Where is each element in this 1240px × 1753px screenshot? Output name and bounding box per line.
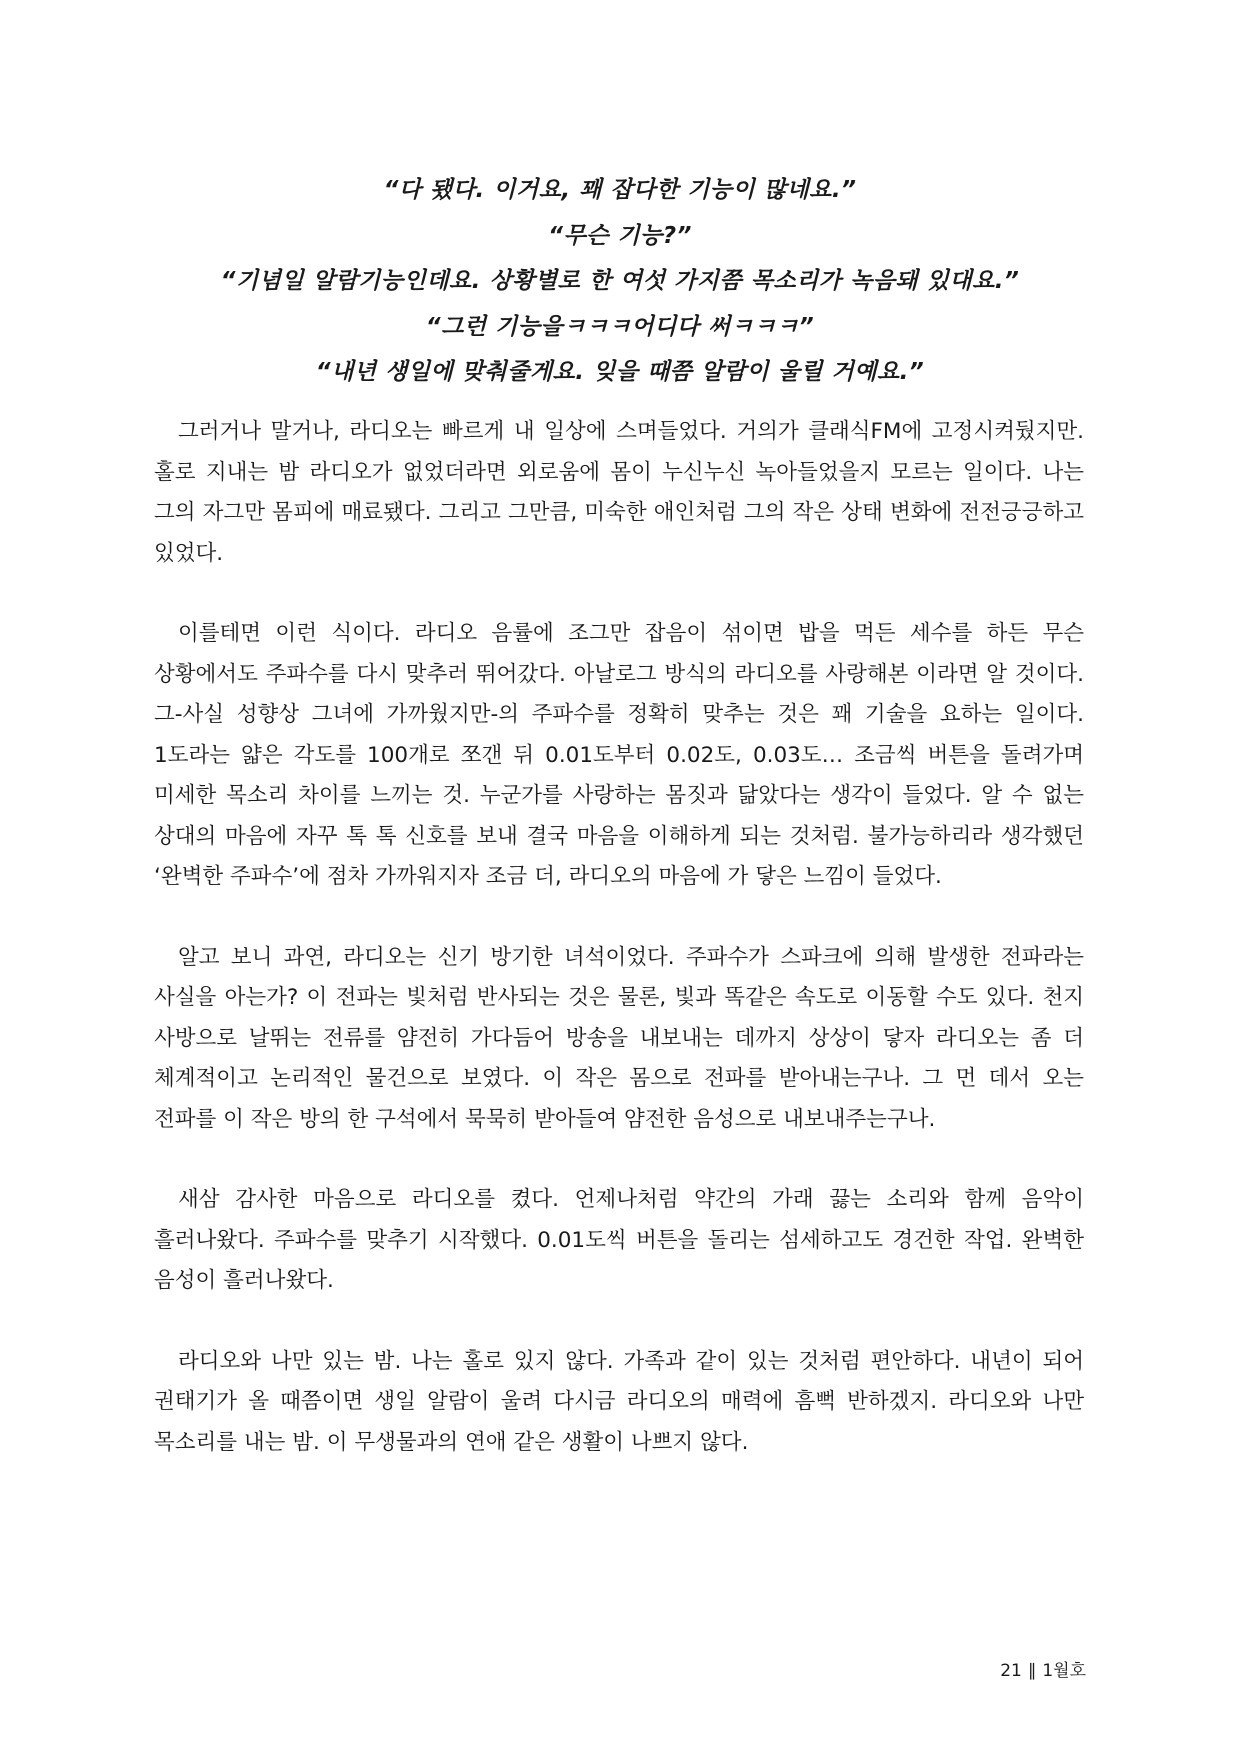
paragraph: 이를테면 이런 식이다. 라디오 음률에 조그만 잡음이 섞이면 밥을 먹든 세수를 하든 무슨 상황에서도 주파수를 다시 맞추러 뛰어갔다. 아날로그 방식의 라디오를 사랑해본 이라면 알 것이다. 그-사실 성향상 그녀에 가까웠지만-의 주파수를 정확히 맞추는 것은 꽤 기술을 요하는 일이다. 1도라는 얇은 각도를 100개로 쪼갠 뒤 0.01도부터 0.02도, 0.03도… 조금씩 버튼을 돌려가며 미세한 목소리 차이를 느끼는 것. 누군가를 사랑하는 몸짓과 닮았다는 생각이 들었다. 알 수 없는 상대의 마음에 자꾸 톡 톡 신호를 보내 결국 마음을 이해하게 되는 것처럼. 불가능하리라 생각했던 ‘완벽한 주파수’에 점차 가까워지자 조금 더, 라디오의 마음에 가 닿은 느낌이 들었다. [154, 621, 1084, 889]
dialogue-block [150, 168, 1090, 396]
footer-separator: ∥ [1027, 1661, 1037, 1681]
dialogue-line: “무슨 기능?” [548, 222, 692, 249]
dialogue-line: “그런 기능을ㅋㅋㅋ어디다 써ㅋㅋㅋ” [425, 313, 815, 340]
dialogue-line: “기념일 알람기능인데요. 상황별로 한 여섯 가지쯤 목소리가 녹음돼 있대요.” [220, 268, 1020, 294]
body-text [154, 412, 1084, 1503]
paragraph: 알고 보니 과연, 라디오는 신기 방기한 녀석이었다. 주파수가 스파크에 의해 발생한 전파라는 사실을 아는가? 이 전파는 빛처럼 반사되는 것은 물론, 빛과 똑같은 속도로 이동할 수도 있다. 천지 사방으로 날뛰는 전류를 얌전히 가다듬어 방송을 내보내는 데까지 상상이 닿자 라디오는 좀 더 체계적이고 논리적인 물건으로 보였다. 이 작은 몸으로 전파를 받아내는구나. 그 먼 데서 오는 전파를 이 작은 방의 한 구석에서 묵묵히 받아들여 얌전한 음성으로 내보내주는구나. [154, 944, 1084, 1132]
page-number: 21 [1000, 1661, 1022, 1681]
dialogue-line: “다 됐다. 이거요, 꽤 잡다한 기능이 많네요.” [383, 177, 857, 203]
paragraph: 라디오와 나만 있는 밤. 나는 홀로 있지 않다. 가족과 같이 있는 것처럼 편안하다. 내년이 되어 권태기가 올 때쯤이면 생일 알람이 울려 다시금 라디오의 매력에 흠뻑 반하겠지. 라디오와 나만 목소리를 내는 밤. 이 무생물과의 연애 같은 생활이 나쁘지 않다. [154, 1348, 1084, 1455]
issue-label: 1월호 [1042, 1661, 1086, 1681]
page-footer [1000, 1656, 1086, 1681]
paragraph: 새삼 감사한 마음으로 라디오를 켰다. 언제나처럼 약간의 가래 끓는 소리와 함께 음악이 흘러나왔다. 주파수를 맞추기 시작했다. 0.01도씩 버튼을 돌리는 섬세하고도 경건한 작업. 완벽한 음성이 흘러나왔다. [154, 1187, 1084, 1293]
dialogue-line: “내년 생일에 맞춰줄게요. 잊을 때쯤 알람이 울릴 거예요.” [315, 359, 925, 385]
paragraph: 그러거나 말거나, 라디오는 빠르게 내 일상에 스며들었다. 거의가 클래식FM에 고정시켜뒀지만. 홀로 지내는 밤 라디오가 없었더라면 외로움에 몸이 누신누신 녹아들었을지 모르는 일이다. 나는 그의 자그만 몸피에 매료됐다. 그리고 그만큼, 미숙한 애인처럼 그의 작은 상태 변화에 전전긍긍하고 있었다. [154, 419, 1084, 566]
